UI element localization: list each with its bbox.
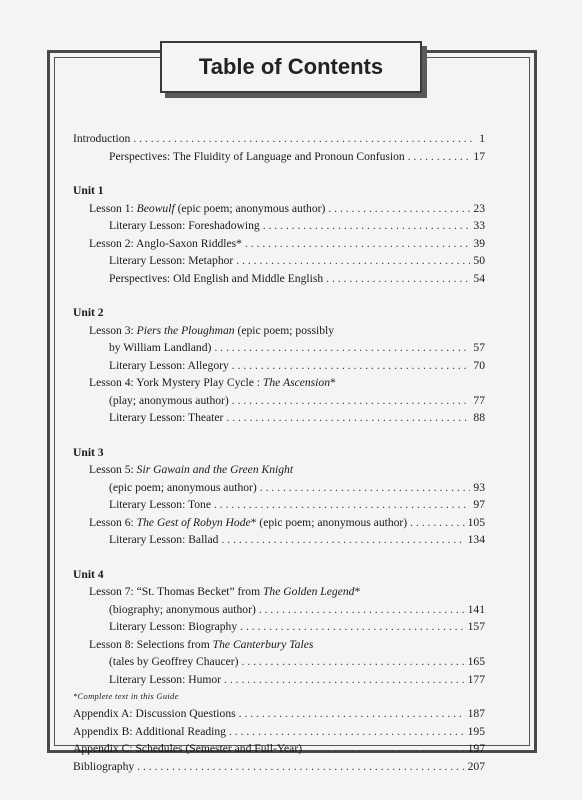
entry-page: 23 xyxy=(473,201,485,215)
unit-1-heading: Unit 1 xyxy=(73,184,104,197)
entry-title: Lesson 6: The Gest of Robyn Hode* (epic poem; anonymous author) xyxy=(89,515,408,529)
dot-leader xyxy=(236,252,470,270)
dot-leader xyxy=(328,200,470,218)
dot-leader xyxy=(224,671,465,689)
toc-entry-appendix-b[interactable] xyxy=(73,723,485,741)
dot-leader xyxy=(214,339,470,357)
toc-entry-lesson-1[interactable] xyxy=(73,200,485,218)
table-of-contents xyxy=(73,130,485,775)
entry-title: by William Landland) xyxy=(109,341,212,354)
dot-leader xyxy=(232,392,471,410)
entry-page: 17 xyxy=(473,149,485,163)
entry-title: Appendix A: Discussion Questions xyxy=(73,707,236,720)
toc-entry-lesson-4-line1[interactable]: Lesson 4: York Mystery Play Cycle : The Ascension* xyxy=(89,376,336,389)
toc-entry-lesson-3-line1[interactable]: Lesson 3: Piers the Ploughman (epic poem; possibly xyxy=(89,323,335,337)
toc-entry-perspectives-fluidity[interactable] xyxy=(73,148,485,166)
dot-leader xyxy=(410,514,464,532)
entry-page: 207 xyxy=(467,759,485,773)
entry-title: Literary Lesson: Metaphor xyxy=(109,254,234,267)
dot-leader xyxy=(137,758,464,776)
dot-leader xyxy=(242,653,465,671)
toc-entry-bibliography[interactable] xyxy=(73,758,485,776)
toc-entry-lesson-7[interactable] xyxy=(73,601,485,619)
dot-leader xyxy=(408,148,471,166)
entry-title: Perspectives: The Fluidity of Language and Pronoun Confusion xyxy=(109,149,405,163)
entry-page: 1 xyxy=(479,132,485,145)
entry-page: 77 xyxy=(473,393,485,407)
entry-page: 54 xyxy=(473,271,485,285)
entry-page: 165 xyxy=(467,655,485,668)
toc-entry-lesson-7-line1[interactable]: Lesson 7: “St. Thomas Becket” from The Golden Legend* xyxy=(89,585,361,598)
entry-page: 197 xyxy=(467,742,485,755)
dot-leader xyxy=(263,217,471,235)
toc-entry-lesson-4[interactable] xyxy=(73,392,485,410)
entry-page: 88 xyxy=(473,411,485,424)
toc-entry-lesson-6[interactable] xyxy=(73,514,485,532)
entry-page: 39 xyxy=(473,236,485,250)
entry-title: (tales by Geoffrey Chaucer) xyxy=(109,655,239,668)
dot-leader xyxy=(133,130,476,148)
toc-entry-literary-theater[interactable] xyxy=(73,409,485,427)
entry-title: Appendix C: Schedules (Semester and Full-Year) xyxy=(73,742,303,755)
unit-4-heading: Unit 4 xyxy=(73,567,104,581)
dot-leader xyxy=(326,270,470,288)
toc-entry-literary-tone[interactable] xyxy=(73,496,485,514)
dot-leader xyxy=(239,705,465,723)
entry-title: Perspectives: Old English and Middle English xyxy=(109,271,324,285)
toc-entry-lesson-5[interactable] xyxy=(73,479,485,497)
entry-title: Literary Lesson: Biography xyxy=(109,620,238,633)
toc-entry-perspectives-old-english[interactable] xyxy=(73,270,485,288)
entry-title: (epic poem; anonymous author) xyxy=(109,480,257,494)
dot-leader xyxy=(259,601,465,619)
dot-leader xyxy=(221,531,464,549)
toc-entry-literary-foreshadowing[interactable] xyxy=(73,217,485,235)
toc-entry-lesson-8[interactable] xyxy=(73,653,485,671)
dot-leader xyxy=(245,235,470,253)
entry-title: Appendix B: Additional Reading xyxy=(73,724,226,738)
entry-title: Lesson 2: Anglo-Saxon Riddles* xyxy=(89,236,242,250)
toc-entry-literary-biography[interactable] xyxy=(73,618,485,636)
toc-entry-lesson-5-line1[interactable]: Lesson 5: Sir Gawain and the Green Knight xyxy=(89,463,294,476)
entry-page: 187 xyxy=(467,707,485,720)
entry-page: 195 xyxy=(467,724,485,738)
entry-title: (biography; anonymous author) xyxy=(109,602,256,616)
entry-title: Bibliography xyxy=(73,759,135,773)
toc-entry-literary-ballad[interactable] xyxy=(73,531,485,549)
entry-title: Literary Lesson: Ballad xyxy=(109,533,219,546)
unit-3-heading: Unit 3 xyxy=(73,445,104,459)
entry-page: 177 xyxy=(467,672,485,686)
footnote: *Complete text in this Guide xyxy=(73,691,179,701)
title-box xyxy=(160,41,422,93)
dot-leader xyxy=(226,409,470,427)
entry-title: Lesson 1: Beowulf (epic poem; anonymous author) xyxy=(89,201,326,215)
dot-leader xyxy=(232,357,471,375)
toc-entry-lesson-3[interactable] xyxy=(73,339,485,357)
toc-entry-literary-metaphor[interactable] xyxy=(73,252,485,270)
entry-page: 33 xyxy=(473,219,485,232)
entry-page: 70 xyxy=(473,358,485,372)
page-title: Table of Contents xyxy=(198,54,384,79)
dot-leader xyxy=(260,479,471,497)
entry-page: 141 xyxy=(467,602,485,616)
dot-leader xyxy=(240,618,464,636)
dot-leader xyxy=(305,740,465,758)
entry-title: Literary Lesson: Theater xyxy=(109,411,224,424)
entry-page: 50 xyxy=(473,254,485,267)
entry-page: 105 xyxy=(467,515,485,529)
dot-leader xyxy=(229,723,465,741)
entry-title: Introduction xyxy=(73,132,131,145)
entry-title: Literary Lesson: Allegory xyxy=(109,358,229,372)
entry-page: 57 xyxy=(473,341,485,354)
entry-page: 157 xyxy=(467,620,485,633)
entry-title: Literary Lesson: Foreshadowing xyxy=(109,219,260,232)
entry-title: Literary Lesson: Tone xyxy=(109,498,211,511)
toc-entry-lesson-2[interactable] xyxy=(73,235,485,253)
toc-entry-appendix-c[interactable] xyxy=(73,740,485,758)
dot-leader xyxy=(214,496,470,514)
entry-title: Literary Lesson: Humor xyxy=(109,672,222,686)
entry-page: 134 xyxy=(467,533,485,546)
unit-2-heading: Unit 2 xyxy=(73,306,104,319)
toc-entry-literary-allegory[interactable] xyxy=(73,357,485,375)
toc-entry-introduction[interactable] xyxy=(73,130,485,148)
entry-page: 93 xyxy=(473,480,485,494)
toc-entry-appendix-a[interactable] xyxy=(73,705,485,723)
toc-entry-literary-humor[interactable] xyxy=(73,671,485,689)
entry-page: 97 xyxy=(473,498,485,511)
entry-title: (play; anonymous author) xyxy=(109,393,229,407)
toc-entry-lesson-8-line1[interactable]: Lesson 8: Selections from The Canterbury Tales xyxy=(89,637,314,651)
